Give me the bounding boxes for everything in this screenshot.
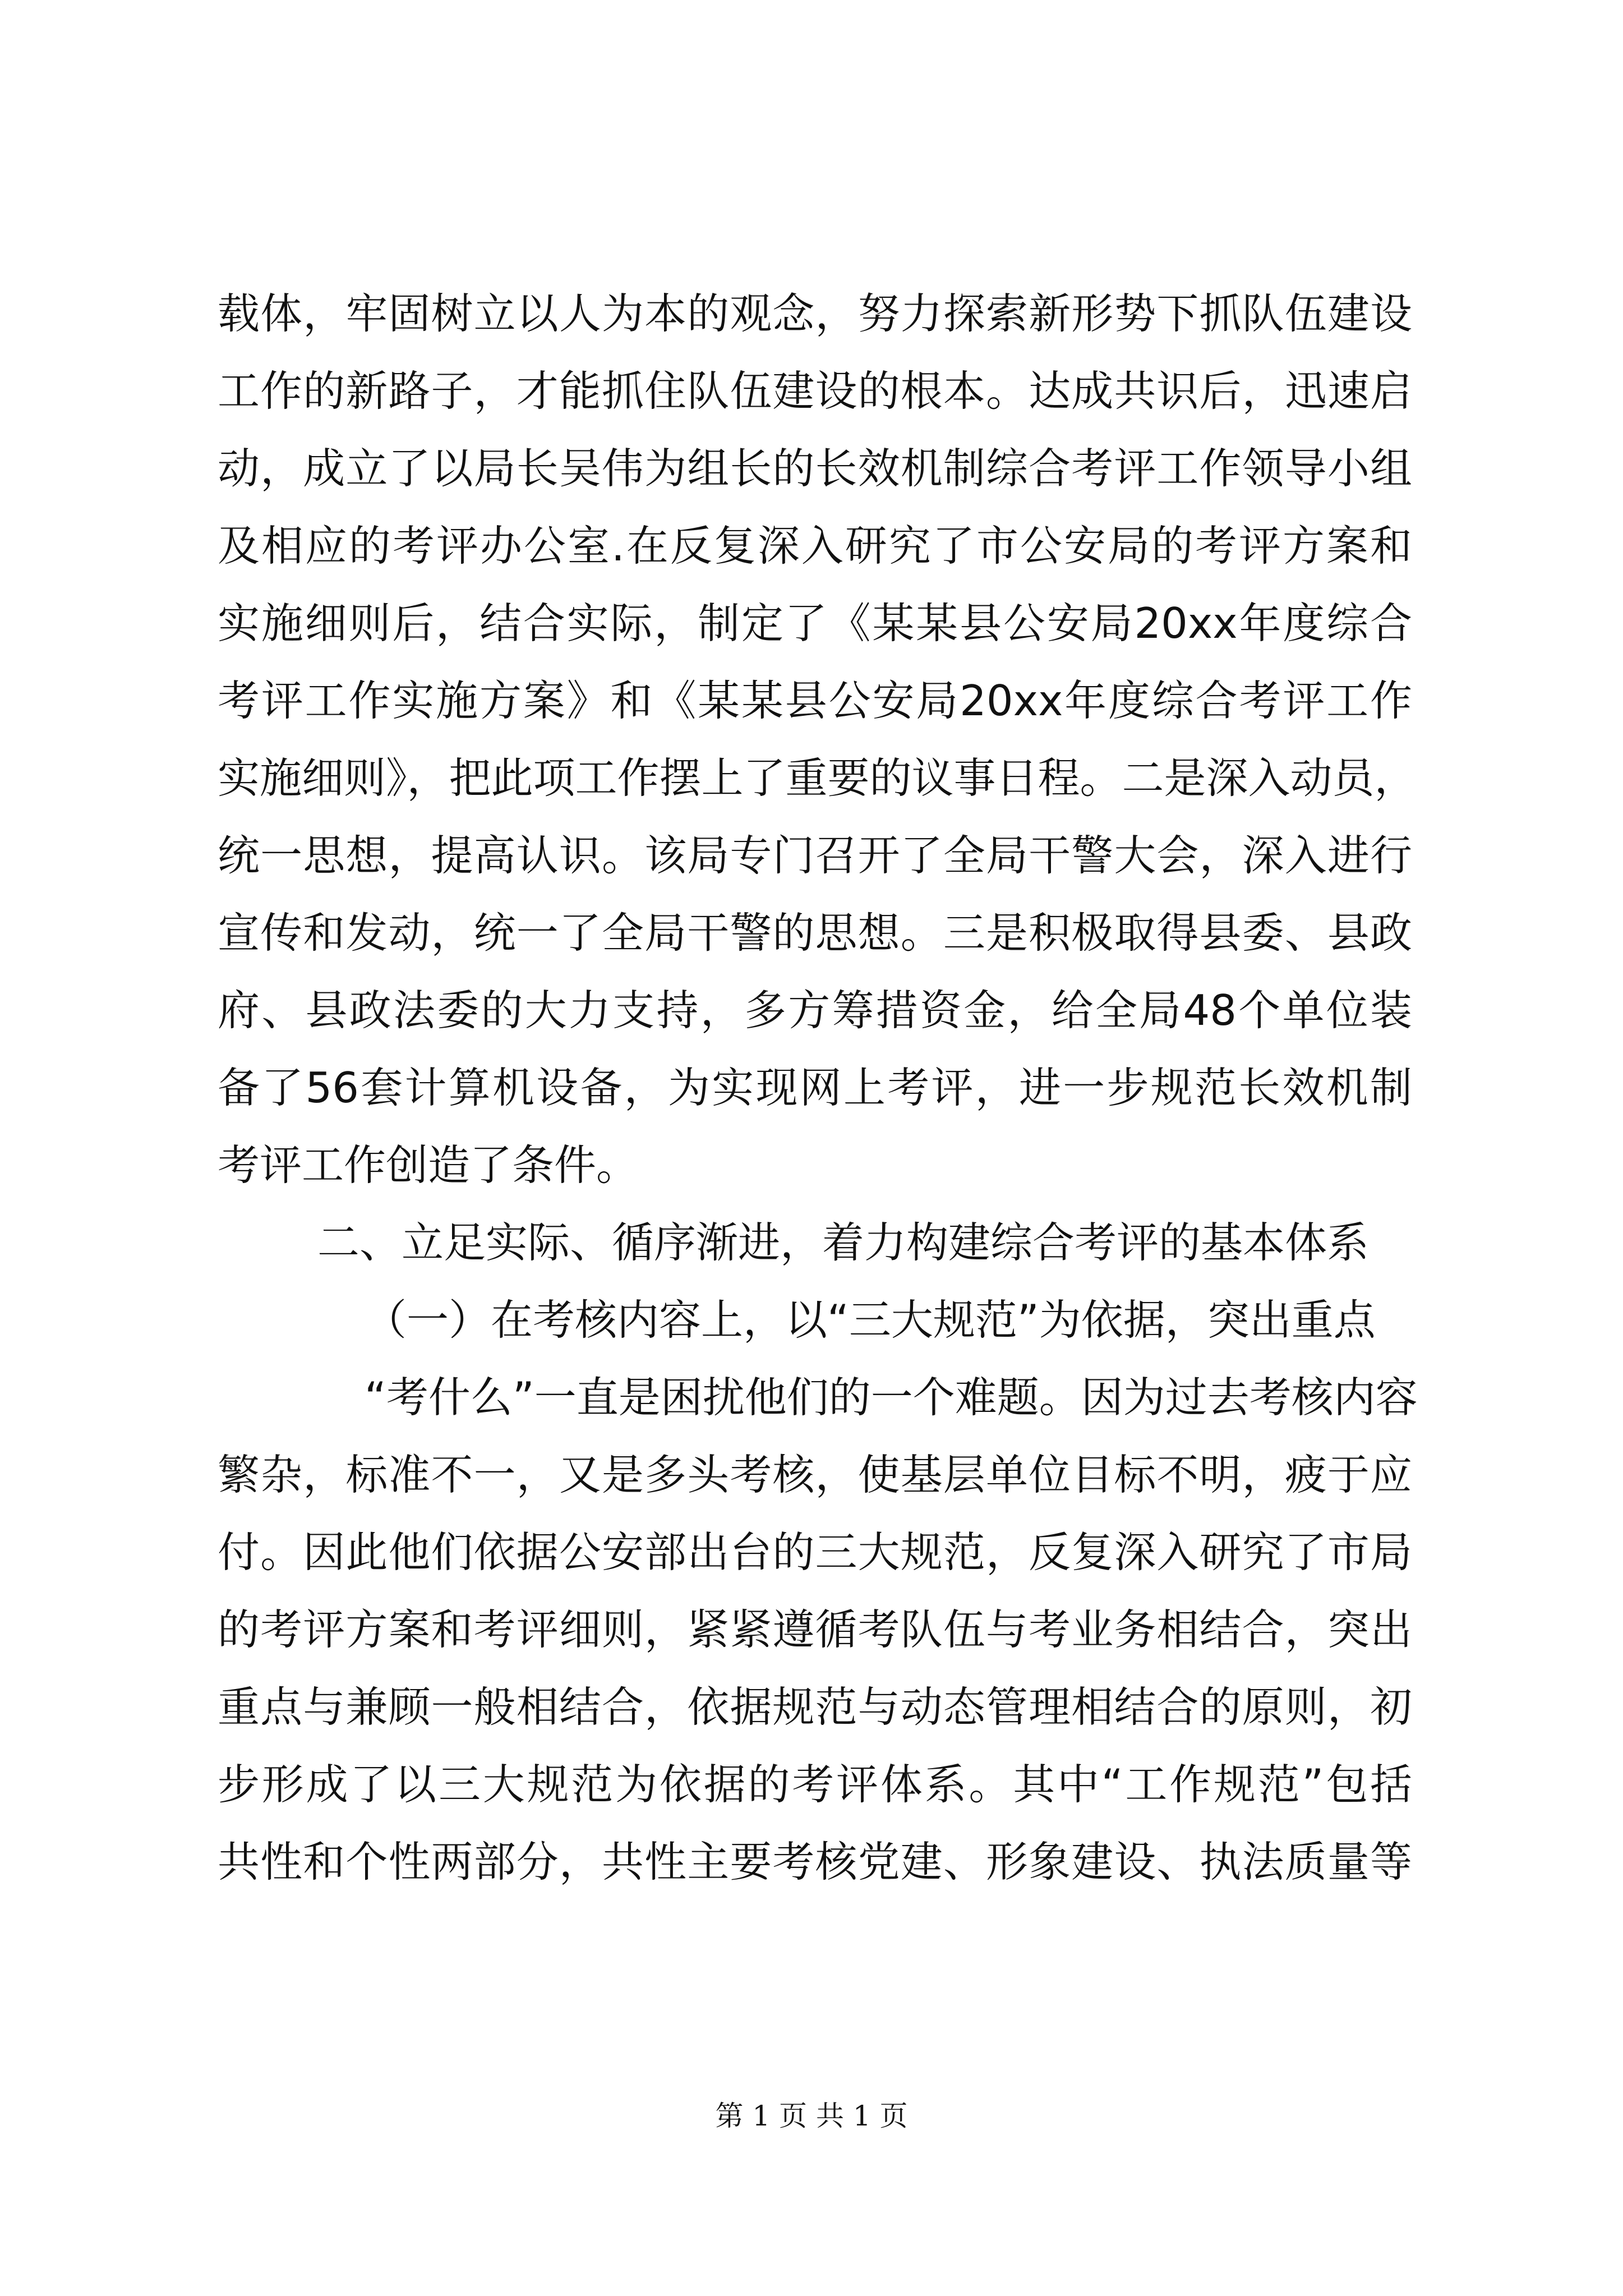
text-line: 工作的新路子，才能抓住队伍建设的根本。达成共识后，迅速启 [218,366,1412,416]
text-line: 付。因此他们依据公安部出台的三大规范，反复深入研究了市局 [218,1527,1412,1577]
text-line: 宣传和发动，统一了全局干警的思想。三是积极取得县委、县政 [218,908,1412,958]
text-line: “考什么”一直是困扰他们的一个难题。因为过去考核内容 [365,1373,1418,1422]
document-body [218,275,1418,1901]
text-line: 步形成了以三大规范为依据的考评体系。其中“工作规范”包括 [218,1760,1412,1809]
text-line: 考评工作创造了条件。 [218,1140,639,1190]
text-line: 动，成立了以局长吴伟为组长的长效机制综合考评工作领导小组 [218,444,1412,493]
text-line: 备了56套计算机设备，为实现网上考评，进一步规范长效机制 [218,1063,1412,1112]
section-heading: 二、立足实际、循序渐进，着力构建综合考评的基本体系 [317,1218,1370,1267]
text-line: 繁杂，标准不一，又是多头考核，使基层单位目标不明，疲于应 [218,1450,1412,1499]
text-line: 实施细则后，结合实际，制定了《某某县公安局20xx年度综合 [218,599,1412,648]
text-line: 考评工作实施方案》和《某某县公安局20xx年度综合考评工作 [218,676,1412,725]
page-footer: 第 1 页 共 1 页 [715,2100,908,2132]
text-line: 共性和个性两部分，共性主要考核党建、形象建设、执法质量等 [218,1837,1412,1887]
text-line: 载体，牢固树立以人为本的观念，努力探索新形势下抓队伍建设 [218,289,1412,338]
text-line: 统一思想，提高认识。该局专门召开了全局干警大会，深入进行 [218,831,1412,880]
text-line: 府、县政法委的大力支持，多方筹措资金，给全局48个单位装 [218,986,1412,1035]
subsection-heading: （一）在考核内容上，以“三大规范”为依据，突出重点 [365,1295,1376,1345]
text-line: 的考评方案和考评细则，紧紧遵循考队伍与考业务相结合，突出 [218,1605,1412,1654]
text-line: 实施细则》，把此项工作摆上了重要的议事日程。二是深入动员， [218,753,1417,803]
text-line: 重点与兼顾一般相结合，依据规范与动态管理相结合的原则，初 [218,1682,1412,1732]
text-line: 及相应的考评办公室.在反复深入研究了市公安局的考评方案和 [218,521,1412,570]
